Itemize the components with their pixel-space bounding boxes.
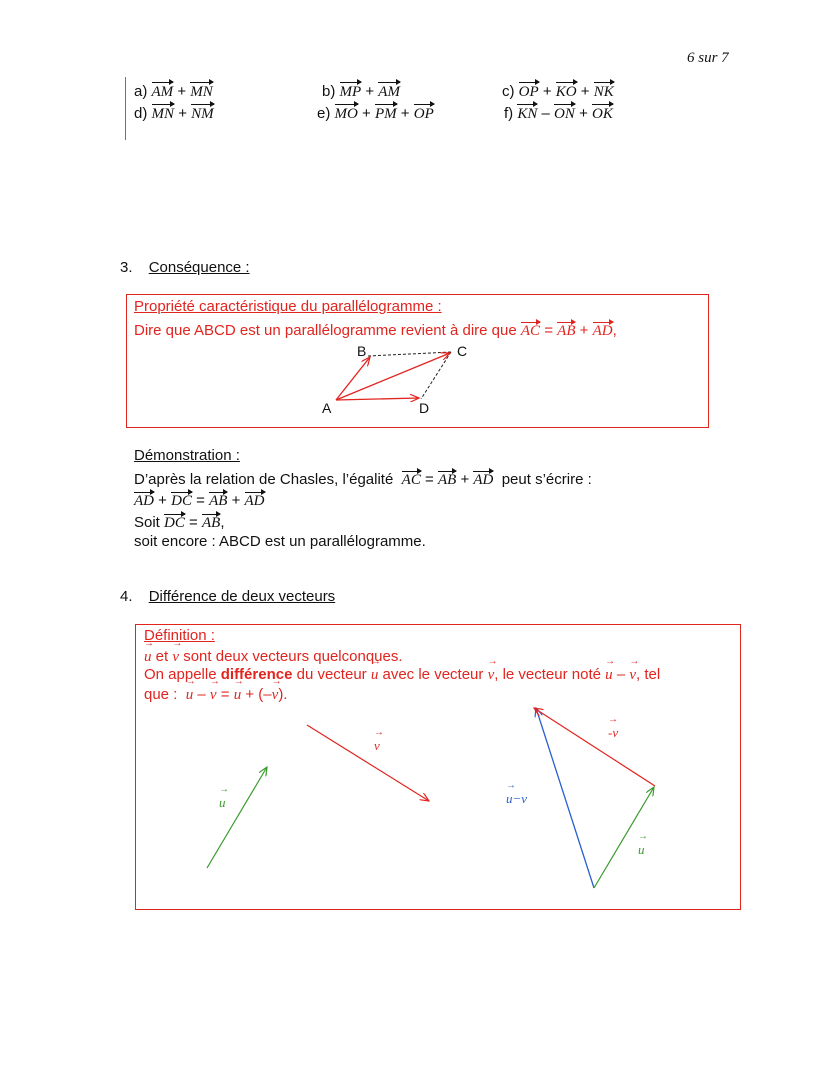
point-label-C: C [457, 343, 468, 359]
section3-number: 3. [120, 259, 133, 276]
point-label-D: D [419, 400, 430, 416]
exercise-item-b: b) MP + AM [322, 80, 400, 102]
section3-title: Conséquence : [148, 259, 250, 276]
exercise-item-d: d) MN + NM [134, 102, 214, 124]
demo-title: Démonstration : [134, 447, 240, 464]
point-label-B: B [357, 343, 367, 359]
label-u-minus-v: → u−v [506, 789, 527, 807]
point-label-A: A [322, 400, 332, 416]
definition-title: Définition : [144, 627, 215, 644]
property-text: Dire que ABCD est un parallélogramme revient à dire que AC = AB + AD, [134, 322, 617, 339]
demo-line-3: Soit DC = AB, [134, 514, 225, 531]
demo-line-4: soit encore : ABCD est un parallélogramme. [134, 533, 426, 550]
vector-AD [336, 398, 419, 400]
label-u: → u [219, 793, 226, 811]
label-u-2: → u [638, 840, 645, 858]
exercise-item-c: c) OP + KO + NK [502, 80, 614, 102]
section4-number: 4. [120, 588, 133, 605]
definition-line-3: que : → u – → v = → u + (–→ v). [144, 685, 287, 704]
property-title: Propriété caractéristique du parallélogramme : [134, 298, 442, 315]
label-v: → v [374, 736, 380, 754]
exercise-item-e: e) MO + PM + OP [317, 102, 434, 124]
page-number: 6 sur 7 [687, 50, 729, 66]
demo-line-1: D’après la relation de Chasles, l’égalité AC = AB + AD peut s’écrire : [134, 471, 592, 488]
definition-line-1: → u et → v sont deux vecteurs quelconques. [144, 647, 403, 666]
vector-AC [336, 353, 450, 400]
exercise-item-a: a) AM + MN [134, 80, 213, 102]
section4-title: Différence de deux vecteurs [148, 588, 336, 605]
definition-line-2: On appelle différence du vecteur → u avec le vecteur → v, le vecteur noté → u – → v, tel [144, 665, 660, 684]
segment-BC [368, 352, 451, 356]
label-minus-v: → -v [608, 723, 618, 741]
demo-line-2: AD + DC = AB + AD [134, 492, 265, 509]
exercise-item-f: f) KN – ON + OK [504, 102, 613, 124]
section4-heading [120, 588, 335, 605]
